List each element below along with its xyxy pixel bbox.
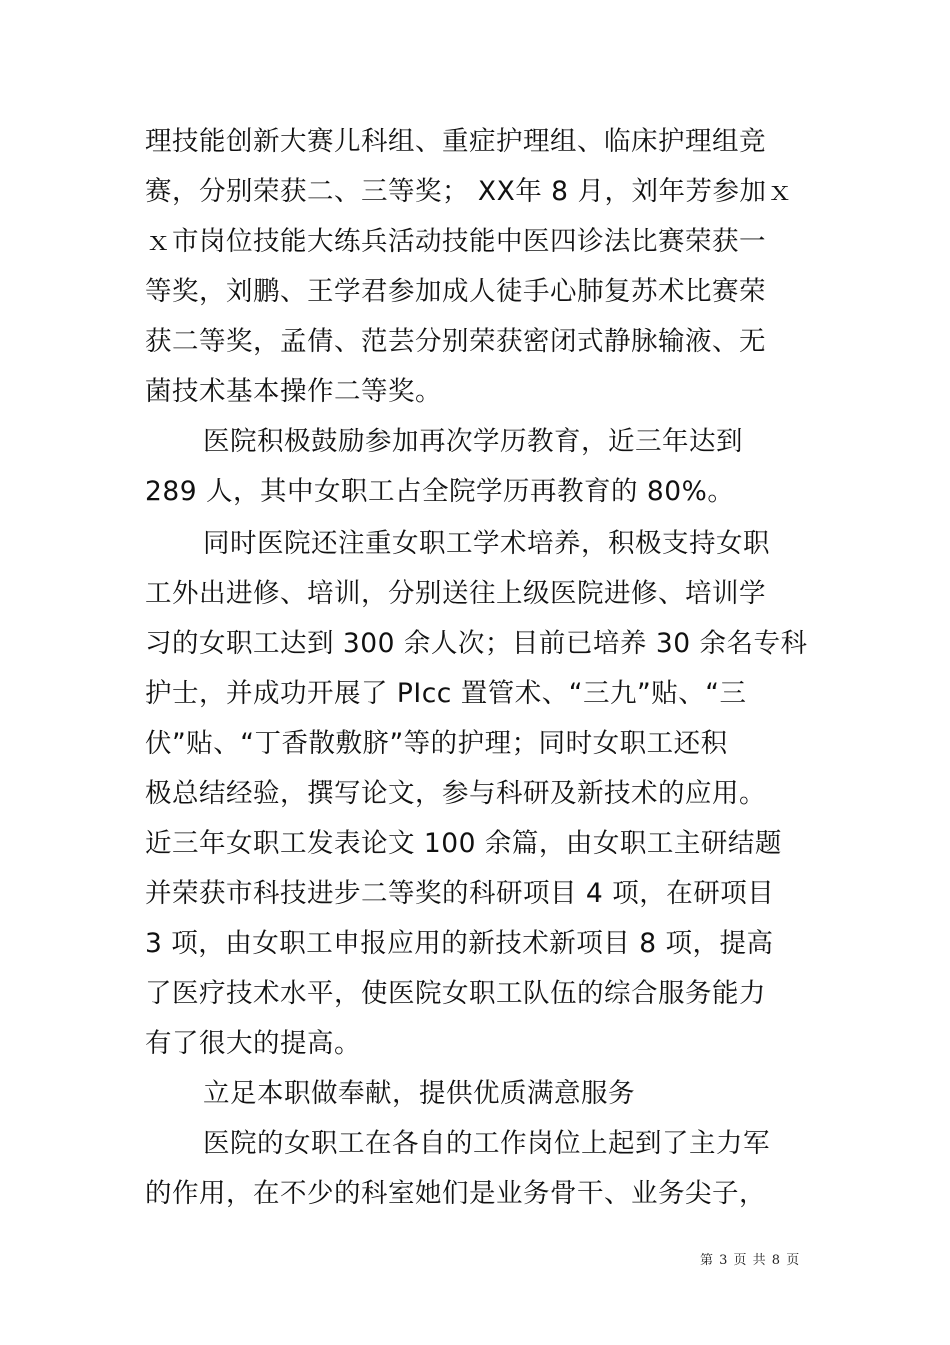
text-line-7: 医院积极鼓励参加再次学历教育，近三年达到 bbox=[203, 426, 743, 457]
text-line-22: 的作用，在不少的科室她们是业务骨干、业务尖子， bbox=[145, 1178, 766, 1209]
page-number-footer: 第 3 页 共 8 页 bbox=[700, 1253, 801, 1268]
text-line-15: 近三年女职工发表论文 100 余篇，由女职工主研结题 bbox=[145, 828, 782, 859]
text-line-5: 获二等奖，孟倩、范芸分别荣获密闭式静脉输液、无 bbox=[145, 326, 766, 357]
text-line-16: 并荣获市科技进步二等奖的科研项目 4 项，在研项目 bbox=[145, 878, 775, 909]
text-line-2: 赛，分别荣获二、三等奖； XX年 8 月，刘年芳参加ｘ bbox=[145, 176, 794, 207]
text-line-3: ｘ市岗位技能大练兵活动技能中医四诊法比赛荣获一 bbox=[145, 226, 766, 257]
text-line-6: 菌技术基本操作二等奖。 bbox=[145, 376, 442, 407]
text-line-1: 理技能创新大赛儿科组、重症护理组、临床护理组竞 bbox=[145, 126, 766, 157]
text-line-19: 有了很大的提高。 bbox=[145, 1028, 361, 1059]
text-line-9: 同时医院还注重女职工学术培养，积极支持女职 bbox=[203, 528, 770, 559]
text-line-4: 等奖，刘鹏、王学君参加成人徒手心肺复苏术比赛荣 bbox=[145, 276, 766, 307]
text-line-10: 工外出进修、培训，分别送往上级医院进修、培训学 bbox=[145, 578, 766, 609]
section-heading: 立足本职做奉献，提供优质满意服务 bbox=[203, 1078, 635, 1109]
text-line-18: 了医疗技术水平，使医院女职工队伍的综合服务能力 bbox=[145, 978, 766, 1009]
text-line-8: 289 人，其中女职工占全院学历再教育的 80%。 bbox=[145, 476, 735, 507]
text-line-21: 医院的女职工在各自的工作岗位上起到了主力军 bbox=[203, 1128, 770, 1159]
text-line-12: 护士，并成功开展了 PIcc 置管术、“三九”贴、“三 bbox=[145, 678, 747, 709]
text-line-13: 伏”贴、“丁香散敷脐”等的护理；同时女职工还积 bbox=[145, 728, 728, 759]
text-line-11: 习的女职工达到 300 余人次；目前已培养 30 余名专科 bbox=[145, 628, 808, 659]
text-line-17: 3 项，由女职工申报应用的新技术新项目 8 项，提高 bbox=[145, 928, 774, 959]
text-line-14: 极总结经验，撰写论文，参与科研及新技术的应用。 bbox=[145, 778, 766, 809]
